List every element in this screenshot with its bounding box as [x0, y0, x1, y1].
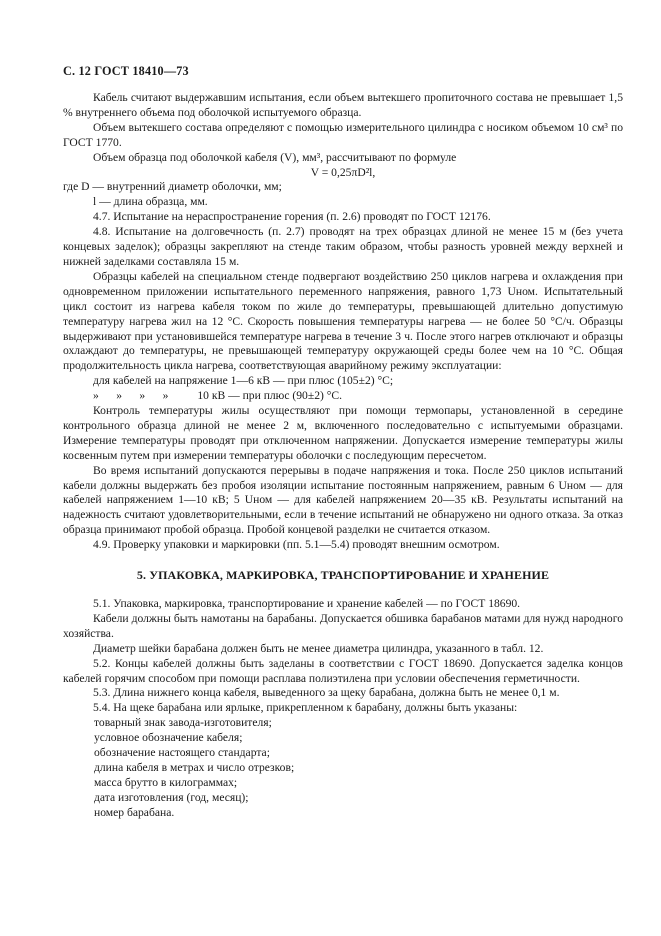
- paragraph: для кабелей на напряжение 1—6 кВ — при плюс (105±2) °С;: [93, 374, 394, 388]
- paragraph: 5.4. На щеке барабана или ярлыке, прикрепленном к барабану, должны быть указаны:: [93, 701, 518, 715]
- list-item: условное обозначение кабеля;: [94, 731, 243, 745]
- paragraph: Кабель считают выдержавшим испытания, если объем вытекшего пропиточного состава не превышает 1,5 % внутреннего объема под оболочкой испытуемого образца.: [63, 91, 623, 119]
- paragraph: 4.7. Испытание на нераспространение горения (п. 2.6) проводят по ГОСТ 12176.: [93, 210, 491, 224]
- formula-legend: где D — внутренний диаметр оболочки, мм;: [63, 180, 282, 194]
- document-body: [63, 91, 623, 821]
- paragraph: 4.9. Проверку упаковки и маркировки (пп. 5.1—5.4) проводят внешним осмотром.: [93, 538, 500, 552]
- paragraph: Образцы кабелей на специальном стенде подвергают воздействию 250 циклов нагрева и охлаждения при одновременном приложении испытательного переменного напряжения, равного 1,73 Uном. Испытательный цикл состоит из нагрева кабеля током по жиле до температуры, превышающей длительно допустимую температуру нагрева жил на 12 °С. Скорость повышения температуры нагрева — не более 50 °С/ч. Образцы выдерживают при установившейся температуре нагрева в течение 3 ч. После этого нагрев отключают и образцы охлаждают до температуры, не превышающей температуру окружающей среды более чем на 10 °С. Общая продолжительность цикла нагрева, соответствующая аварийному режиму эксплуатации:: [63, 269, 623, 373]
- paragraph: 4.8. Испытание на долговечность (п. 2.7) проводят на трех образцах длиной не менее 15 м (без учета концевых заделок); образцы закрепляют на стенде таким образом, чтобы разность уровней между верхней и нижней заделками составляла 15 м.: [63, 225, 623, 268]
- paragraph: Объем вытекшего состава определяют с помощью измерительного цилиндра с носиком объемом 10 см³ по ГОСТ 1770.: [63, 120, 623, 149]
- formula: V = 0,25πD²l,: [310, 165, 376, 179]
- paragraph: Объем образца под оболочкой кабеля (V), мм³, рассчитывают по формуле: [93, 150, 457, 164]
- paragraph: 5.1. Упаковка, маркировка, транспортирование и хранение кабелей — по ГОСТ 18690.: [93, 597, 521, 610]
- section-heading: 5. УПАКОВКА, МАРКИРОВКА, ТРАНСПОРТИРОВАНИЕ И ХРАНЕНИЕ: [136, 568, 550, 583]
- paragraph: 5.3. Длина нижнего конца кабеля, выведенного за щеку барабана, должна быть не менее 0,1 м.: [93, 686, 560, 700]
- page-header: С. 12 ГОСТ 18410—73: [63, 64, 189, 78]
- paragraph: Диаметр шейки барабана должен быть не менее диаметра цилиндра, указанного в табл. 12.: [93, 641, 544, 655]
- list-item: номер барабана.: [94, 805, 175, 819]
- paragraph: » » » » 10 кВ — при плюс (90±2) °С.: [93, 389, 343, 403]
- paragraph: 5.2. Концы кабелей должны быть заделаны в соответствии с ГОСТ 18690. Допускается заделка концов кабелей горячим способом при помощи расплава полиэтилена при условии обеспечения герметичности.: [63, 656, 623, 685]
- paragraph: Кабели должны быть намотаны на барабаны. Допускается обшивка барабанов матами для нужд народного хозяйства.: [63, 611, 623, 640]
- paragraph: Контроль температуры жилы осуществляют при помощи термопары, установленной в середине контрольного образца длиной не менее 2 м, включенного последовательно с испытуемыми образцами. Измерение температуры проводят при отключенном напряжении. Допускается измерение температуры жилы косвенным путем при измерении температуры оболочки с последующим пересчетом.: [63, 404, 623, 462]
- paragraph: Во время испытаний допускаются перерывы в подаче напряжения и тока. После 250 циклов испытаний кабели должны выдержать без пробоя изоляции испытание постоянным напряжением, равным 6 Uном — для кабелей напряжением 1—10 кВ; 5 Uном — для кабелей напряжением 20—35 кВ. Результаты испытаний на надежность считают удовлетворительными, если в течение испытаний не обнаружено ни одного отказа. За отказ образца принимают пробой образца. Пробой концевой разделки не считается отказом.: [63, 463, 623, 537]
- list-item: товарный знак завода-изготовителя;: [94, 716, 272, 730]
- list-item: масса брутто в килограммах;: [94, 775, 238, 789]
- list-item: дата изготовления (год, месяц);: [94, 790, 249, 804]
- list-item: обозначение настоящего стандарта;: [94, 746, 270, 760]
- formula-legend: l — длина образца, мм.: [93, 195, 208, 209]
- list-item: длина кабеля в метрах и число отрезков;: [94, 760, 295, 774]
